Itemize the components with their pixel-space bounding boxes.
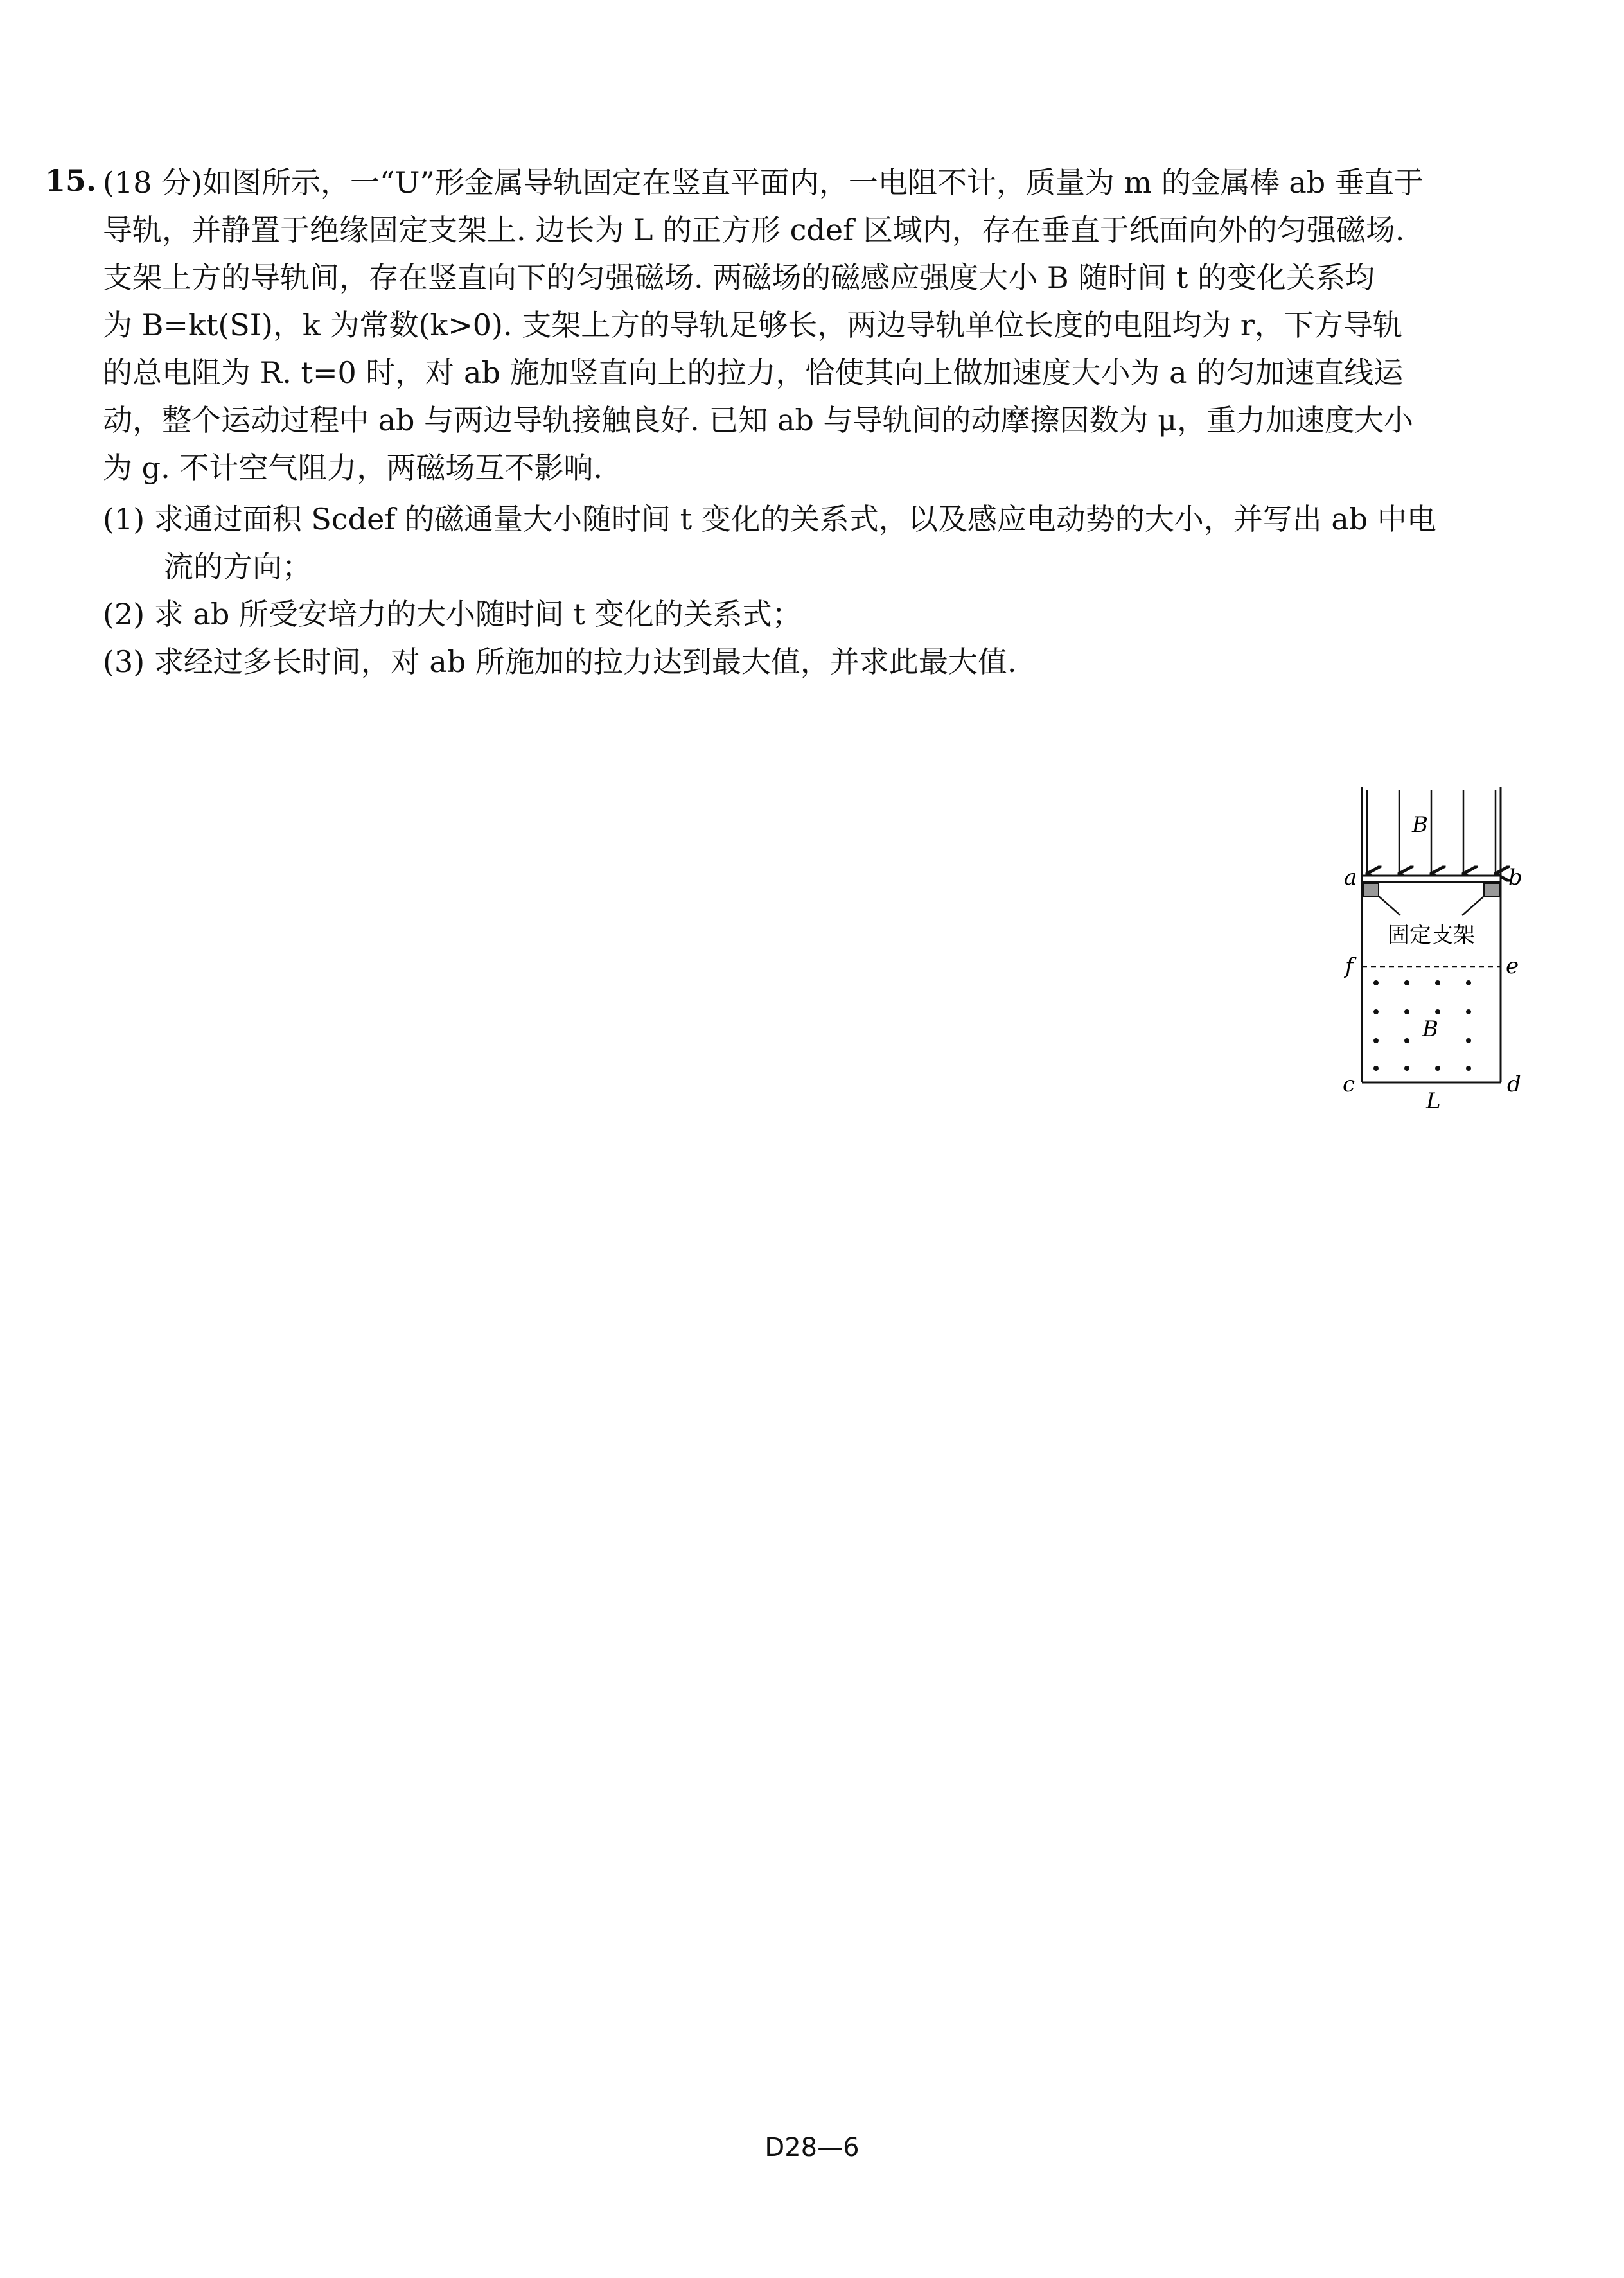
field-label-b-bottom: B — [1422, 1016, 1438, 1042]
support-block-left — [1363, 883, 1379, 896]
question-text-line-7: 为 g. 不计空气阻力，两磁场互不影响. — [103, 450, 603, 485]
question-text-line-1: (18 分)如图所示，一“U”形金属导轨固定在竖直平面内，一电阻不计，质量为 m 的金属棒 ab 垂直于 — [103, 165, 1424, 200]
label-l: L — [1426, 1088, 1441, 1114]
sub-question-2: (2) 求 ab 所受安培力的大小随时间 t 变化的关系式； — [103, 597, 802, 631]
support-struts — [1379, 896, 1484, 915]
label-f: f — [1345, 953, 1354, 979]
question-text-line-2: 导轨，并静置于绝缘固定支架上. 边长为 L 的正方形 cdef 区域内，存在垂直于纸面向外的匀强磁场. — [103, 213, 1405, 247]
sub-question-1-continued: 流的方向； — [164, 549, 312, 584]
support-label: 固定支架 — [1388, 923, 1475, 948]
support-block-right — [1484, 883, 1499, 896]
label-c: c — [1343, 1072, 1355, 1097]
field-label-b-top: B — [1412, 812, 1428, 838]
question-text-line-4: 为 B=kt(SI)，k 为常数(k>0). 支架上方的导轨足够长，两边导轨单位长度的电阻均为 r，下方导轨 — [103, 308, 1402, 342]
label-b: b — [1508, 865, 1522, 890]
question-text-line-3: 支架上方的导轨间，存在竖直向下的匀强磁场. 两磁场的磁感应强度大小 B 随时间 t 的变化关系均 — [103, 260, 1375, 295]
sub-question-1: (1) 求通过面积 Scdef 的磁通量大小随时间 t 变化的关系式，以及感应电动势的大小，并写出 ab 中电 — [103, 502, 1436, 536]
downward-field-arrows — [1367, 790, 1496, 874]
question-text-line-6: 动，整个运动过程中 ab 与两边导轨接触良好. 已知 ab 与导轨间的动摩擦因数为 μ，重力加速度大小 — [103, 403, 1413, 437]
page-footer: D28—6 — [764, 2133, 860, 2162]
label-e: e — [1506, 953, 1519, 979]
label-a: a — [1344, 865, 1357, 890]
rail-magnetic-field-diagram — [1336, 787, 1542, 1121]
label-d: d — [1507, 1072, 1521, 1097]
question-number: 15. — [45, 163, 97, 198]
sub-question-3: (3) 求经过多长时间，对 ab 所施加的拉力达到最大值，并求此最大值. — [103, 644, 1017, 679]
question-text-line-5: 的总电阻为 R. t=0 时，对 ab 施加竖直向上的拉力，恰使其向上做加速度大小为 a 的匀加速直线运 — [103, 355, 1404, 390]
metal-rod-ab — [1362, 876, 1501, 882]
